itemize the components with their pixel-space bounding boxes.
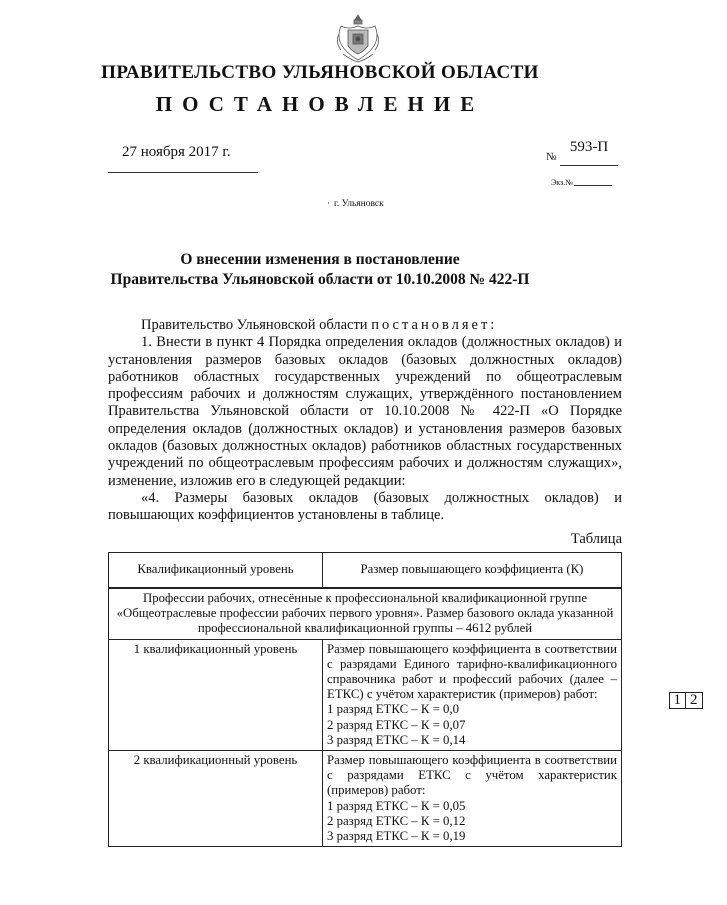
header-coefficient: Размер повышающего коэффициента (К) [323,553,622,588]
table-row [109,639,622,750]
heading-line-2: Правительства Ульяновской области от 10.10.2008 № 422-П [110,271,530,288]
paragraph-1: 1. Внести в пункт 4 Порядка определения окладов (должностных окладов) и установления размеров базовых окладов (базовых должностных окладов) работников областных государственных учреждений по общеотраслевым профессиям рабочих и должностям служащих, утверждённого постановлением Правительства Ульяновской области от 10.10.2008 № 422-П «О Порядке определения окладов (должностных окладов) и установления размеров базовых окладов (базовых должностных окладов) работников областных государственных учреждений по общеотраслевым профессиям рабочих и должностям служащих», изменение, изложив его в следующей редакции: [108,334,622,489]
number-underline [560,165,618,166]
document-heading [0,250,640,290]
grade-line: 1 разряд ЕТКС – К = 0,0 [327,702,460,717]
number-sign: № [546,151,557,163]
intro-verb: постановляет: [371,317,498,333]
grade-line: 2 разряд ЕТКС – К = 0,12 [327,813,466,828]
copy-number-line [574,185,612,186]
coefficient-cell [323,751,622,847]
date-underline [108,172,258,173]
level-cell: 2 квалификационный уровень [109,751,323,847]
coefficients-table [108,552,698,847]
city-marker: · [327,199,331,209]
table-group-row [109,589,622,640]
column-number-1: 1 [669,692,686,708]
header-qualification-level: Квалификационный уровень [109,553,323,588]
document-body [108,317,622,525]
intro-prefix: Правительство Ульяновской области [141,317,372,333]
table-row [109,751,622,847]
table-label: Таблица [570,531,622,547]
government-title: ПРАВИТЕЛЬСТВО УЛЬЯНОВСКОЙ ОБЛАСТИ [101,62,539,83]
level-cell: 1 квалификационный уровень [109,639,323,750]
city: г. Ульяновск [334,199,384,209]
grade-line: 1 разряд ЕТКС – К = 0,05 [327,798,466,813]
table-number-row [669,692,727,709]
document-type: ПОСТАНОВЛЕНИЕ [155,92,485,116]
intro-paragraph [108,317,622,334]
grade-line: 3 разряд ЕТКС – К = 0,19 [327,829,466,844]
copy-label: Экз.№ [551,178,573,187]
grade-line: 2 разряд ЕТКС – К = 0,07 [327,717,466,732]
coefficient-cell [323,639,622,750]
table-header-row [109,553,622,588]
grade-line: 3 разряд ЕТКС – К = 0,14 [327,732,466,747]
document-number: 593-П [569,139,609,155]
heading-line-1: О внесении изменения в постановление [180,251,460,268]
group-description: Профессии рабочих, отнесённые к профессиональной квалификационной группе «Общеотраслевые профессии рабочих первого уровня». Размер базового оклада указанной профессиональной квалификационной группы – 4612 рублей [109,589,622,640]
coat-of-arms-icon [333,12,383,64]
coefficient-description: Размер повышающего коэффициента в соответствии с разрядами ЕТКС с учётом характеристик (примеров) работ: [327,753,617,798]
document-date: 27 ноября 2017 г. [122,144,231,160]
copy-number-field [551,178,612,187]
coefficient-description: Размер повышающего коэффициента в соответствии с разрядами Единого тарифно-квалификационного справочника работ и профессий рабочих (далее – ЕТКС) с учётом характеристик (примеров) работ: [327,641,617,702]
paragraph-4: «4. Размеры базовых окладов (базовых должностных окладов) и повышающих коэффициентов установлены в таблице. [108,489,622,524]
column-number-2: 2 [686,692,703,708]
